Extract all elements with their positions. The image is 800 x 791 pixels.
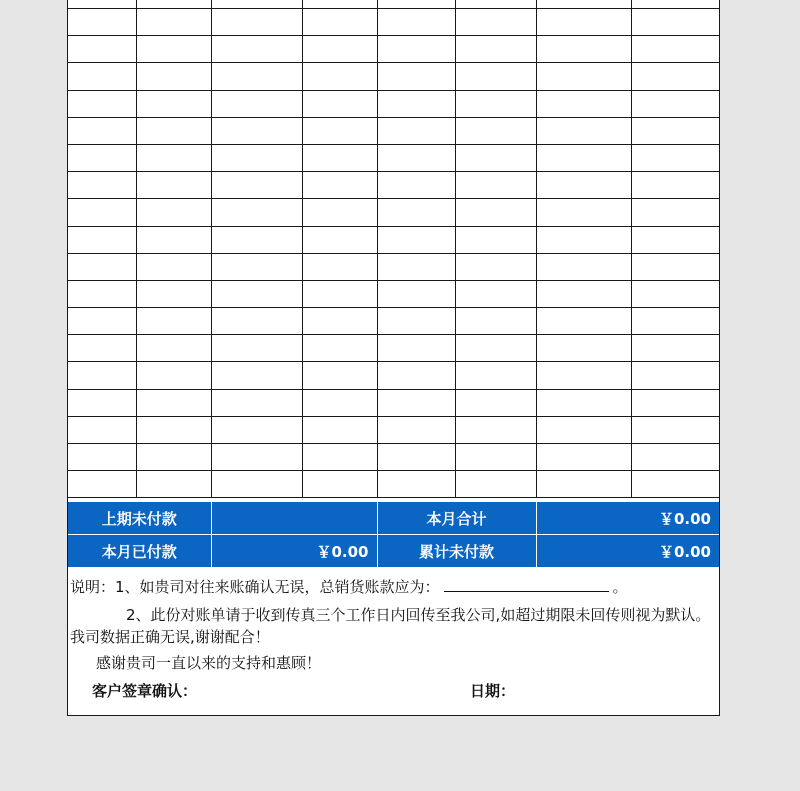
table-cell[interactable] bbox=[302, 9, 377, 36]
table-cell[interactable] bbox=[302, 117, 377, 144]
table-cell[interactable] bbox=[136, 9, 211, 36]
table-cell[interactable] bbox=[536, 335, 631, 362]
table-cell[interactable] bbox=[211, 90, 302, 117]
table-cell[interactable] bbox=[455, 362, 536, 389]
table-cell[interactable] bbox=[68, 280, 136, 307]
table-cell[interactable] bbox=[302, 308, 377, 335]
table-cell[interactable] bbox=[536, 471, 631, 498]
table-cell[interactable] bbox=[536, 253, 631, 280]
table-row bbox=[68, 280, 719, 307]
table-cell[interactable] bbox=[68, 308, 136, 335]
table-cell[interactable] bbox=[455, 90, 536, 117]
table-cell[interactable] bbox=[136, 308, 211, 335]
note-line-2: 2、此份对账单请于收到传真三个工作日内回传至我公司,如超过期限未回传则视为默认。我司数据正确无误,谢谢配合！ bbox=[70, 606, 711, 646]
table-cell[interactable] bbox=[455, 280, 536, 307]
table-cell[interactable] bbox=[536, 0, 631, 9]
table-cell[interactable] bbox=[455, 389, 536, 416]
table-cell[interactable] bbox=[302, 0, 377, 9]
table-row bbox=[68, 9, 719, 36]
table-cell[interactable] bbox=[302, 335, 377, 362]
table-row bbox=[68, 253, 719, 280]
table-cell[interactable] bbox=[68, 416, 136, 443]
table-cell[interactable] bbox=[302, 90, 377, 117]
table-cell[interactable] bbox=[455, 63, 536, 90]
table-cell[interactable] bbox=[302, 362, 377, 389]
table-cell[interactable] bbox=[136, 36, 211, 63]
table-row bbox=[68, 63, 719, 90]
table-row bbox=[68, 90, 719, 117]
table-cell[interactable] bbox=[211, 0, 302, 9]
table-cell[interactable] bbox=[302, 389, 377, 416]
table-cell[interactable] bbox=[68, 9, 136, 36]
table-cell[interactable] bbox=[211, 199, 302, 226]
note-line-1 bbox=[70, 576, 628, 598]
table-cell[interactable] bbox=[455, 253, 536, 280]
table-cell[interactable] bbox=[377, 199, 455, 226]
table-cell[interactable] bbox=[136, 335, 211, 362]
date-label: 日期： bbox=[470, 682, 516, 700]
table-cell[interactable] bbox=[68, 117, 136, 144]
table-cell[interactable] bbox=[211, 63, 302, 90]
table-cell[interactable] bbox=[377, 63, 455, 90]
table-cell[interactable] bbox=[136, 253, 211, 280]
table-cell[interactable] bbox=[536, 444, 631, 471]
summary-row bbox=[68, 535, 719, 568]
table-cell[interactable] bbox=[136, 63, 211, 90]
table-cell[interactable] bbox=[455, 117, 536, 144]
table-row bbox=[68, 199, 719, 226]
cumulative-unpaid-value[interactable]: ￥0.00 bbox=[536, 535, 719, 568]
table-row bbox=[68, 416, 719, 443]
table-cell[interactable] bbox=[211, 335, 302, 362]
table-cell[interactable] bbox=[631, 471, 719, 498]
table-cell[interactable] bbox=[455, 36, 536, 63]
table-cell[interactable] bbox=[68, 63, 136, 90]
table-row bbox=[68, 471, 719, 498]
table-cell[interactable] bbox=[631, 253, 719, 280]
table-cell[interactable] bbox=[536, 117, 631, 144]
table-cell[interactable] bbox=[631, 416, 719, 443]
table-row bbox=[68, 144, 719, 171]
table-cell[interactable] bbox=[136, 199, 211, 226]
table-cell[interactable] bbox=[136, 362, 211, 389]
table-cell[interactable] bbox=[631, 335, 719, 362]
table-cell[interactable] bbox=[377, 471, 455, 498]
table-cell[interactable] bbox=[455, 172, 536, 199]
month-total-value[interactable]: ￥0.00 bbox=[536, 502, 719, 535]
table-cell[interactable] bbox=[536, 90, 631, 117]
table-cell[interactable] bbox=[455, 335, 536, 362]
table-cell[interactable] bbox=[211, 36, 302, 63]
table-cell[interactable] bbox=[536, 36, 631, 63]
table-cell[interactable] bbox=[211, 308, 302, 335]
summary-table bbox=[68, 501, 719, 568]
table-cell[interactable] bbox=[136, 90, 211, 117]
table-cell[interactable] bbox=[302, 63, 377, 90]
table-cell[interactable] bbox=[377, 335, 455, 362]
table-cell[interactable] bbox=[68, 144, 136, 171]
table-cell[interactable] bbox=[136, 117, 211, 144]
table-cell[interactable] bbox=[211, 9, 302, 36]
note-line-3: 感谢贵司一直以来的支持和惠顾！ bbox=[96, 654, 322, 672]
table-cell[interactable] bbox=[455, 226, 536, 253]
table-cell[interactable] bbox=[136, 471, 211, 498]
table-cell[interactable] bbox=[211, 416, 302, 443]
table-row bbox=[68, 444, 719, 471]
table-cell[interactable] bbox=[455, 471, 536, 498]
table-cell[interactable] bbox=[455, 444, 536, 471]
table-cell[interactable] bbox=[536, 172, 631, 199]
table-cell[interactable] bbox=[302, 36, 377, 63]
table-cell[interactable] bbox=[631, 226, 719, 253]
table-cell[interactable] bbox=[377, 9, 455, 36]
table-cell[interactable] bbox=[536, 199, 631, 226]
table-cell[interactable] bbox=[631, 9, 719, 36]
table-cell[interactable] bbox=[536, 280, 631, 307]
table-cell[interactable] bbox=[68, 253, 136, 280]
table-cell[interactable] bbox=[631, 199, 719, 226]
table-cell[interactable] bbox=[377, 389, 455, 416]
table-cell[interactable] bbox=[377, 253, 455, 280]
table-cell[interactable] bbox=[136, 444, 211, 471]
summary-row bbox=[68, 502, 719, 535]
table-cell[interactable] bbox=[536, 389, 631, 416]
table-cell[interactable] bbox=[302, 253, 377, 280]
table-cell[interactable] bbox=[302, 226, 377, 253]
table-cell[interactable] bbox=[302, 416, 377, 443]
table-cell[interactable] bbox=[377, 90, 455, 117]
table-cell[interactable] bbox=[136, 226, 211, 253]
table-cell[interactable] bbox=[136, 172, 211, 199]
table-cell[interactable] bbox=[68, 226, 136, 253]
table-cell[interactable] bbox=[455, 308, 536, 335]
table-cell[interactable] bbox=[536, 63, 631, 90]
note-line-1-text: 说明：1、如贵司对往来账确认无误，总销货账款应为： bbox=[70, 578, 440, 596]
table-row bbox=[68, 0, 719, 9]
table-cell[interactable] bbox=[211, 280, 302, 307]
table-cell[interactable] bbox=[377, 36, 455, 63]
table-row bbox=[68, 117, 719, 144]
table-cell[interactable] bbox=[536, 144, 631, 171]
table-cell[interactable] bbox=[377, 0, 455, 9]
month-paid-value[interactable]: ￥0.00 bbox=[211, 535, 377, 568]
table-cell[interactable] bbox=[136, 389, 211, 416]
table-cell[interactable] bbox=[68, 389, 136, 416]
table-row bbox=[68, 362, 719, 389]
table-cell[interactable] bbox=[302, 280, 377, 307]
month-paid-label: 本月已付款 bbox=[68, 535, 211, 568]
signature-label: 客户签章确认： bbox=[92, 682, 198, 700]
table-cell[interactable] bbox=[302, 199, 377, 226]
table-cell[interactable] bbox=[68, 444, 136, 471]
table-cell[interactable] bbox=[136, 0, 211, 9]
table-cell[interactable] bbox=[631, 0, 719, 9]
table-row bbox=[68, 389, 719, 416]
table-cell[interactable] bbox=[536, 416, 631, 443]
table-cell[interactable] bbox=[631, 444, 719, 471]
table-cell[interactable] bbox=[302, 172, 377, 199]
table-cell[interactable] bbox=[377, 444, 455, 471]
table-cell[interactable] bbox=[455, 416, 536, 443]
table-cell[interactable] bbox=[455, 9, 536, 36]
table-cell[interactable] bbox=[631, 36, 719, 63]
table-cell[interactable] bbox=[211, 172, 302, 199]
table-cell[interactable] bbox=[631, 144, 719, 171]
table-cell[interactable] bbox=[631, 280, 719, 307]
table-cell[interactable] bbox=[68, 172, 136, 199]
table-cell[interactable] bbox=[377, 362, 455, 389]
table-cell[interactable] bbox=[136, 280, 211, 307]
table-cell[interactable] bbox=[136, 416, 211, 443]
table-cell[interactable] bbox=[631, 308, 719, 335]
table-cell[interactable] bbox=[631, 362, 719, 389]
table-cell[interactable] bbox=[136, 144, 211, 171]
statement-sheet bbox=[67, 0, 720, 716]
table-cell[interactable] bbox=[211, 471, 302, 498]
table-cell[interactable] bbox=[455, 0, 536, 9]
amount-blank[interactable] bbox=[444, 577, 609, 592]
prev-unpaid-value[interactable] bbox=[211, 502, 377, 535]
table-cell[interactable] bbox=[302, 144, 377, 171]
table-cell[interactable] bbox=[631, 63, 719, 90]
table-cell[interactable] bbox=[68, 36, 136, 63]
table-row bbox=[68, 36, 719, 63]
prev-unpaid-label: 上期未付款 bbox=[68, 502, 211, 535]
table-cell[interactable] bbox=[377, 280, 455, 307]
table-cell[interactable] bbox=[631, 90, 719, 117]
note-line-1-suffix: 。 bbox=[612, 578, 628, 596]
table-cell[interactable] bbox=[68, 0, 136, 9]
ledger-table bbox=[68, 0, 719, 498]
table-cell[interactable] bbox=[302, 444, 377, 471]
table-cell[interactable] bbox=[631, 172, 719, 199]
table-cell[interactable] bbox=[302, 471, 377, 498]
table-cell[interactable] bbox=[211, 362, 302, 389]
month-total-label: 本月合计 bbox=[377, 502, 536, 535]
table-cell[interactable] bbox=[536, 308, 631, 335]
table-cell[interactable] bbox=[68, 199, 136, 226]
table-cell[interactable] bbox=[377, 308, 455, 335]
cumulative-unpaid-label: 累计未付款 bbox=[377, 535, 536, 568]
table-cell[interactable] bbox=[211, 389, 302, 416]
table-cell[interactable] bbox=[68, 471, 136, 498]
table-cell[interactable] bbox=[211, 444, 302, 471]
table-cell[interactable] bbox=[536, 362, 631, 389]
table-cell[interactable] bbox=[631, 117, 719, 144]
table-cell[interactable] bbox=[68, 362, 136, 389]
table-cell[interactable] bbox=[631, 389, 719, 416]
table-cell[interactable] bbox=[211, 253, 302, 280]
table-row bbox=[68, 335, 719, 362]
table-cell[interactable] bbox=[211, 144, 302, 171]
table-cell[interactable] bbox=[377, 226, 455, 253]
table-cell[interactable] bbox=[536, 9, 631, 36]
table-cell[interactable] bbox=[377, 416, 455, 443]
table-cell[interactable] bbox=[377, 172, 455, 199]
table-row bbox=[68, 172, 719, 199]
table-cell[interactable] bbox=[455, 144, 536, 171]
table-row bbox=[68, 308, 719, 335]
table-cell[interactable] bbox=[377, 117, 455, 144]
table-cell[interactable] bbox=[536, 226, 631, 253]
table-cell[interactable] bbox=[455, 199, 536, 226]
table-cell[interactable] bbox=[68, 90, 136, 117]
table-cell[interactable] bbox=[68, 335, 136, 362]
table-row bbox=[68, 226, 719, 253]
table-cell[interactable] bbox=[377, 144, 455, 171]
table-cell[interactable] bbox=[211, 117, 302, 144]
table-cell[interactable] bbox=[211, 226, 302, 253]
